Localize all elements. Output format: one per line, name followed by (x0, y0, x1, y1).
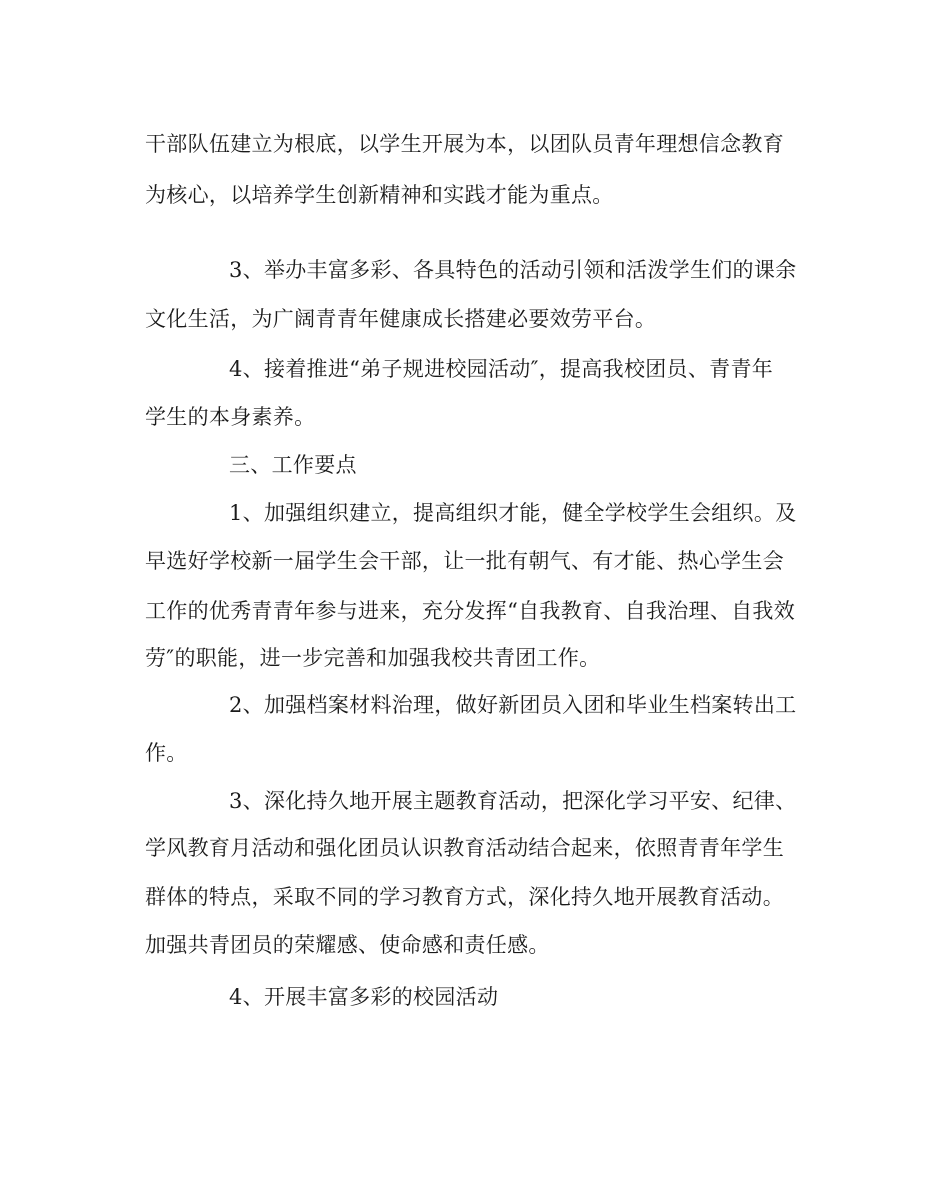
text-line: 工作的优秀青青年参与进来，充分发挥“自我教育、自我治理、自我效 (145, 599, 796, 623)
text-line: 3、举办丰富多彩、各具特色的活动引领和活泼学生们的课余 (229, 258, 797, 282)
text-line: 4、接着推进“弟子规进校园活动″，提高我校团员、青青年 (229, 357, 774, 381)
text-line: 作。 (145, 741, 188, 765)
text-line: 1、加强组织建立，提高组织才能，健全学校学生会组织。及 (229, 501, 797, 525)
text-line: 群体的特点，采取不同的学习教育方式，深化持久地开展教育活动。 (145, 885, 784, 909)
text-line: 干部队伍建立为根底，以学生开展为本，以团队员青年理想信念教育 (145, 132, 784, 156)
text-line: 早选好学校新一届学生会干部，让一批有朝气、有才能、热心学生会 (145, 549, 784, 573)
text-line: 为核心，以培养学生创新精神和实践才能为重点。 (145, 183, 614, 207)
text-line: 学风教育月活动和强化团员认识教育活动结合起来，依照青青年学生 (145, 836, 784, 860)
text-line: 学生的本身素养。 (145, 405, 316, 429)
text-line: 2、加强档案材料治理，做好新团员入团和毕业生档案转出工 (229, 693, 797, 717)
section-heading: 三、工作要点 (229, 453, 357, 477)
text-line: 加强共青团员的荣耀感、使命感和责任感。 (145, 933, 550, 957)
text-line: 劳″的职能，进一步完善和加强我校共青团工作。 (145, 646, 601, 670)
text-line: 4、开展丰富多彩的校园活动 (229, 985, 499, 1009)
text-line: 文化生活，为广阔青青年健康成长搭建必要效劳平台。 (145, 307, 657, 331)
text-line: 3、深化持久地开展主题教育活动，把深化学习平安、纪律、 (229, 789, 797, 813)
